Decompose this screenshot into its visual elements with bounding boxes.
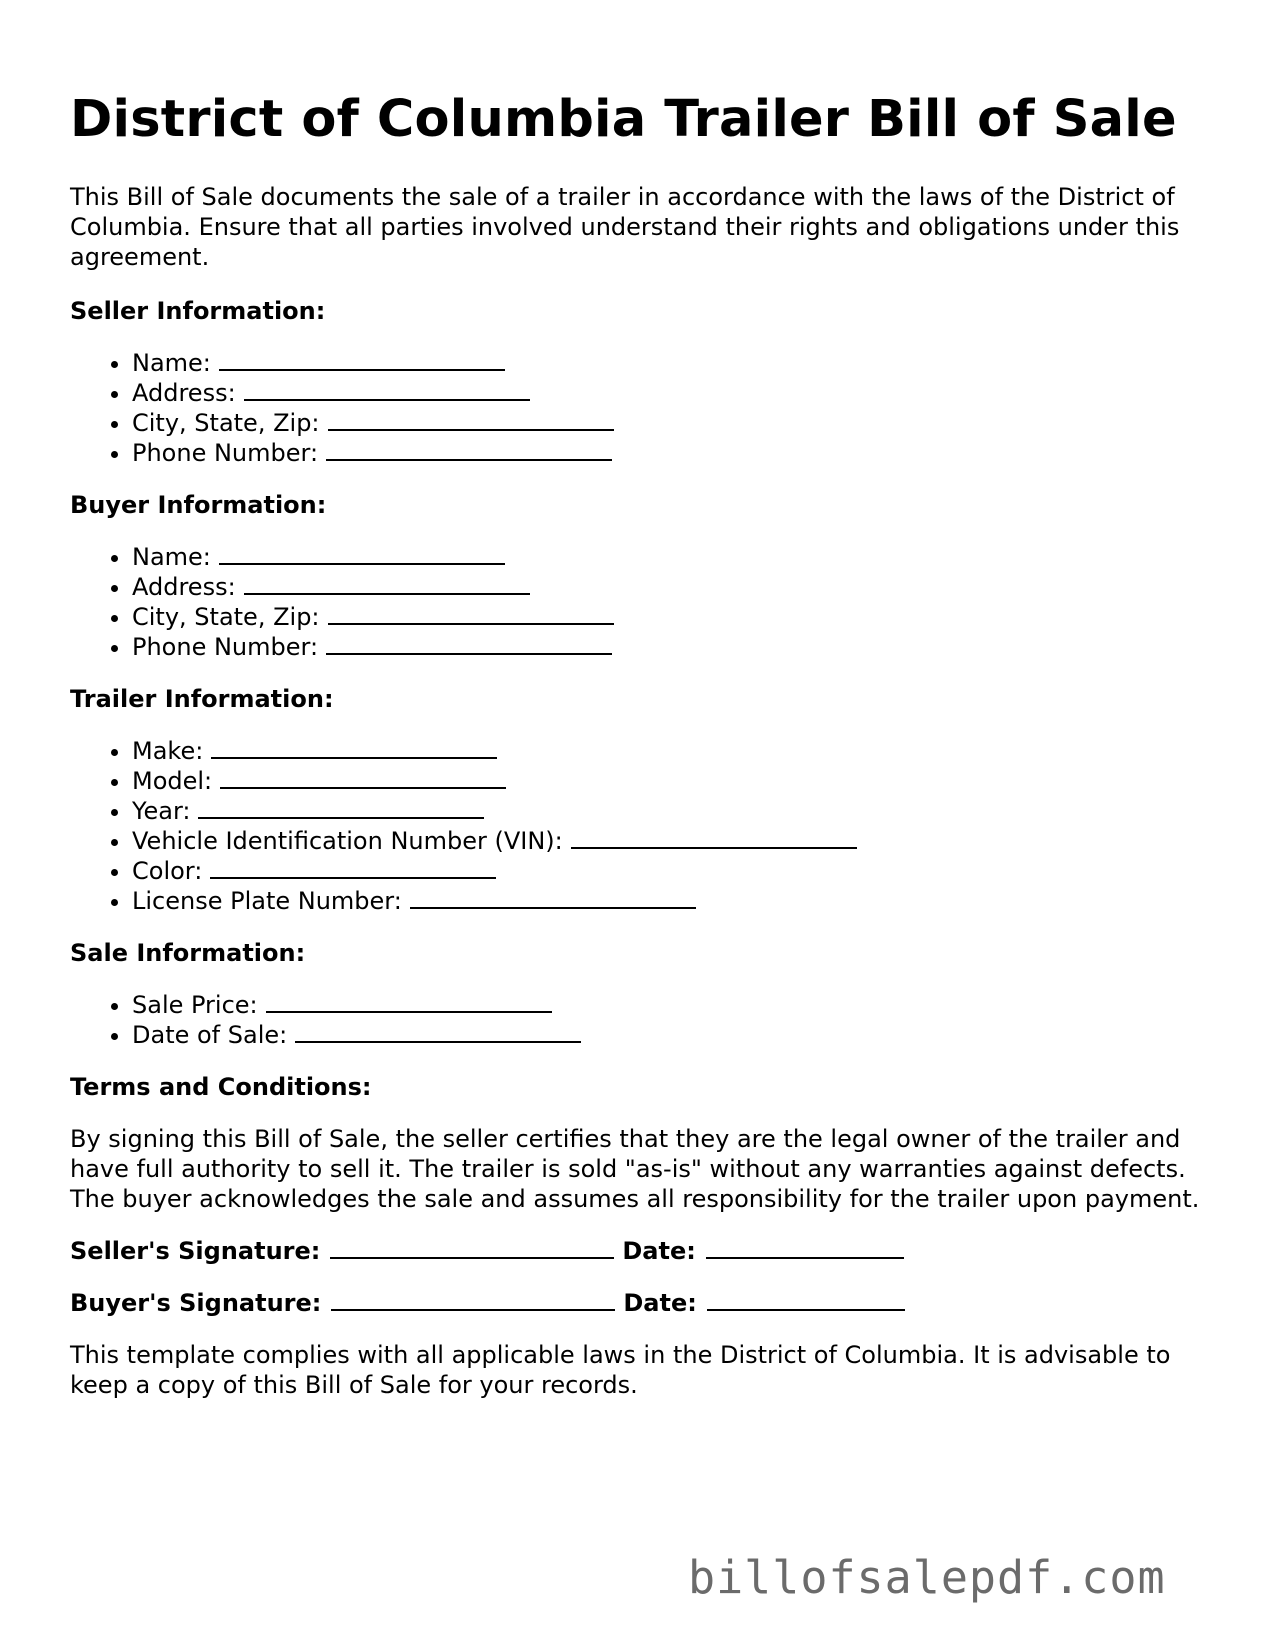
seller-city-state-zip-field — [132, 408, 1220, 438]
field-label: License Plate Number: — [132, 887, 402, 915]
buyer-signature-line — [70, 1288, 1220, 1318]
buyer-name-blank[interactable] — [219, 543, 505, 565]
buyer-city-state-zip-field — [132, 602, 1220, 632]
buyer-name-field — [132, 542, 1220, 572]
trailer-year-blank[interactable] — [198, 797, 484, 819]
trailer-model-blank[interactable] — [220, 767, 506, 789]
field-label: Name: — [132, 349, 211, 377]
sale-date-field — [132, 1020, 1220, 1050]
trailer-make-field — [132, 736, 1220, 766]
buyer-date-blank[interactable] — [707, 1289, 905, 1311]
field-label: Sale Price: — [132, 991, 258, 1019]
buyer-address-blank[interactable] — [244, 573, 530, 595]
seller-city-state-zip-blank[interactable] — [328, 409, 614, 431]
trailer-section-heading: Trailer Information: — [70, 685, 334, 713]
seller-date-blank[interactable] — [706, 1237, 904, 1259]
field-label: Model: — [132, 767, 213, 795]
field-label: City, State, Zip: — [132, 603, 320, 631]
trailer-color-blank[interactable] — [210, 857, 496, 879]
field-label: Year: — [132, 797, 191, 825]
seller-section-heading: Seller Information: — [70, 297, 326, 325]
seller-field-list — [70, 348, 1220, 468]
seller-signature-label: Seller's Signature: — [70, 1237, 321, 1265]
field-label: Make: — [132, 737, 204, 765]
field-label: Vehicle Identification Number (VIN): — [132, 827, 563, 855]
document-page — [70, 0, 1220, 1400]
terms-paragraph: By signing this Bill of Sale, the seller certifies that they are the legal owner of the trailer and have full authority to sell it. The trailer is sold "as-is" without any warranties against defects. The buyer acknowledges the sale and assumes all responsibility for the trailer upon payment. — [70, 1125, 1200, 1213]
trailer-year-field — [132, 796, 1220, 826]
sale-section-heading: Sale Information: — [70, 939, 306, 967]
buyer-address-field — [132, 572, 1220, 602]
seller-phone-field — [132, 438, 1220, 468]
trailer-license-plate-blank[interactable] — [410, 887, 696, 909]
buyer-date-label: Date: — [623, 1289, 697, 1317]
seller-name-blank[interactable] — [219, 349, 505, 371]
buyer-signature-blank[interactable] — [331, 1289, 615, 1311]
terms-section-heading: Terms and Conditions: — [70, 1073, 372, 1101]
field-label: Address: — [132, 379, 236, 407]
sale-price-field — [132, 990, 1220, 1020]
seller-signature-blank[interactable] — [330, 1237, 614, 1259]
footer-paragraph: This template complies with all applicable laws in the District of Columbia. It is advisable to keep a copy of this Bill of Sale for your records. — [70, 1341, 1171, 1399]
field-label: Address: — [132, 573, 236, 601]
buyer-signature-label: Buyer's Signature: — [70, 1289, 322, 1317]
trailer-vin-blank[interactable] — [571, 827, 857, 849]
sale-field-list — [70, 990, 1220, 1050]
trailer-make-blank[interactable] — [211, 737, 497, 759]
document-title: District of Columbia Trailer Bill of Sale — [70, 90, 1177, 149]
seller-phone-blank[interactable] — [326, 439, 612, 461]
field-label: City, State, Zip: — [132, 409, 320, 437]
buyer-phone-field — [132, 632, 1220, 662]
field-label: Date of Sale: — [132, 1021, 288, 1049]
seller-signature-line — [70, 1236, 1220, 1266]
seller-address-blank[interactable] — [244, 379, 530, 401]
sale-price-blank[interactable] — [266, 991, 552, 1013]
trailer-field-list — [70, 736, 1220, 916]
trailer-license-plate-field — [132, 886, 1220, 916]
seller-address-field — [132, 378, 1220, 408]
seller-name-field — [132, 348, 1220, 378]
field-label: Color: — [132, 857, 203, 885]
field-label: Phone Number: — [132, 633, 319, 661]
buyer-city-state-zip-blank[interactable] — [328, 603, 614, 625]
trailer-vin-field — [132, 826, 1220, 856]
field-label: Name: — [132, 543, 211, 571]
field-label: Phone Number: — [132, 439, 319, 467]
intro-paragraph: This Bill of Sale documents the sale of a trailer in accordance with the laws of the District of Columbia. Ensure that all parties involved understand their rights and obligations under this agreement. — [70, 183, 1180, 271]
buyer-field-list — [70, 542, 1220, 662]
site-watermark: billofsalepdf.com — [688, 1551, 1166, 1604]
trailer-color-field — [132, 856, 1220, 886]
sale-date-blank[interactable] — [295, 1021, 581, 1043]
buyer-phone-blank[interactable] — [326, 633, 612, 655]
seller-date-label: Date: — [622, 1237, 696, 1265]
trailer-model-field — [132, 766, 1220, 796]
buyer-section-heading: Buyer Information: — [70, 491, 327, 519]
